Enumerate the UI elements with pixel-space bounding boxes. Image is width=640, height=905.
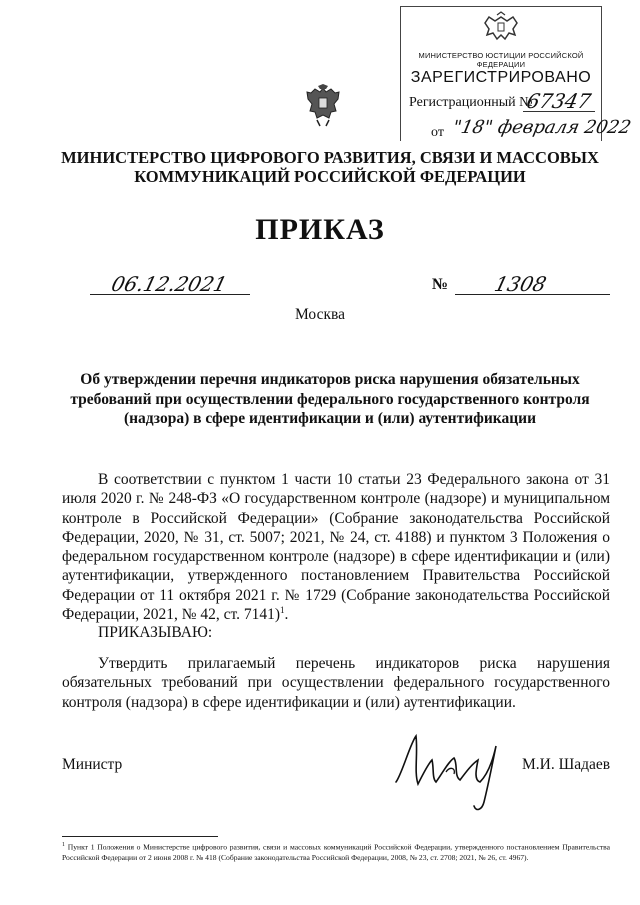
order-number: 1308 xyxy=(492,272,549,296)
stamp-ministry: МИНИСТЕРСТВО ЮСТИЦИИ РОССИЙСКОЙ ФЕДЕРАЦИИ xyxy=(418,51,584,69)
stamp-number-value: 67347 xyxy=(524,89,594,113)
stamp-registered: ЗАРЕГИСТРИРОВАНО xyxy=(410,69,592,86)
city: Москва xyxy=(295,306,345,323)
order-date-underline xyxy=(90,294,250,295)
footnote xyxy=(62,840,610,864)
footnote-separator xyxy=(62,836,218,837)
coat-of-arms-icon xyxy=(303,84,343,128)
stamp-number-underline xyxy=(523,111,595,112)
stamp-date-value: "18" февраля 2022 xyxy=(450,117,633,138)
preamble-paragraph: В соответствии с пунктом 1 части 10 статьи 23 Федерального закона от 31 июля 2020 г. № 248-ФЗ «О государственном контроле (надзоре) и муниципальном контроле в Российской Федерации» (Собрание законодательства Российской Федерации, 2020, № 31, ст. 5007; 2021, № 24, ст. 4188) и пунктом 3 Положения о федеральном государственном контроле (надзоре) в сфере идентификации и (или) аутентификации, утвержденного постановлением Правительства Российской Федерации от 11 октября 2021 г. № 1729 (Собрание законодательства Российской Федерации, 2021, № 42, ст. 7141)$^1$. xyxy=(62,471,610,624)
footnote-marker: 1 xyxy=(62,842,65,848)
ministry-line-1: МИНИСТЕРСТВО ЦИФРОВОГО РАЗВИТИЯ, СВЯЗИ И МАССОВЫХ xyxy=(61,148,599,167)
stamp-date-prefix: от xyxy=(431,125,444,140)
subject-line-3: (надзора) в сфере идентификации и (или) аутентификации xyxy=(123,410,537,427)
ministry-line-2: КОММУНИКАЦИЙ РОССИЙСКОЙ ФЕДЕРАЦИИ xyxy=(134,167,526,186)
footnote-text: Пункт 1 Положения о Министерстве цифрового развития, связи и массовых коммуникаций Российской Федерации, утвержденного постановлением Правительства Российской Федерации от 2 июня 2008 г. № 418 (Собрание законодательства Российской Федерации, 2008, № 23, ст. 2708; 2021, № 26, ст. 4967). xyxy=(62,842,610,863)
order-number-underline xyxy=(455,294,610,295)
preamble-text: В соответствии с пунктом 1 части 10 статьи 23 Федерального закона от 31 июля 2020 г. № 248-ФЗ «О государственном контроле (надзоре) и муниципальном контроле в Российской Федерации» (Собрание законодательства Российской Федерации, 2020, № 31, ст. 5007; 2021, № 24, ст. 4188) и пунктом 3 Положения о федеральном государственном контроле (надзоре) в сфере идентификации и (или) аутентификации, утвержденного постановлением Правительства Российской Федерации от 11 октября 2021 г. № 1729 (Собрание законодательства Российской Федерации, 2021, № 42, ст. 7141) xyxy=(62,471,610,624)
stamp-emblem-icon xyxy=(481,11,521,45)
registration-stamp xyxy=(400,6,633,141)
directive-text: Утвердить прилагаемый перечень индикаторов риска нарушения обязательных требований при осуществлении федерального государственного контроля (надзора) в сфере идентификации и (или) аутентификации. xyxy=(62,655,610,711)
signature-icon xyxy=(392,724,510,816)
stamp-number-label: Регистрационный № xyxy=(409,95,533,110)
directive-paragraph xyxy=(62,654,610,712)
document-type-title: ПРИКАЗ xyxy=(255,213,385,246)
ministry-header xyxy=(60,148,600,186)
order-number-sign: № xyxy=(432,276,449,293)
order-subject xyxy=(70,370,590,429)
signatory-title: Министр xyxy=(62,756,123,773)
order-date: 06.12.2021 xyxy=(109,272,230,296)
subject-line-1: Об утверждении перечня индикаторов риска нарушения обязательных xyxy=(80,371,580,388)
footnote-reference: 1 xyxy=(280,604,285,615)
order-word: ПРИКАЗЫВАЮ: xyxy=(98,624,213,641)
subject-line-2: требований при осуществлении федерального государственного контроля xyxy=(70,390,590,408)
signatory-name: М.И. Шадаев xyxy=(522,756,611,773)
